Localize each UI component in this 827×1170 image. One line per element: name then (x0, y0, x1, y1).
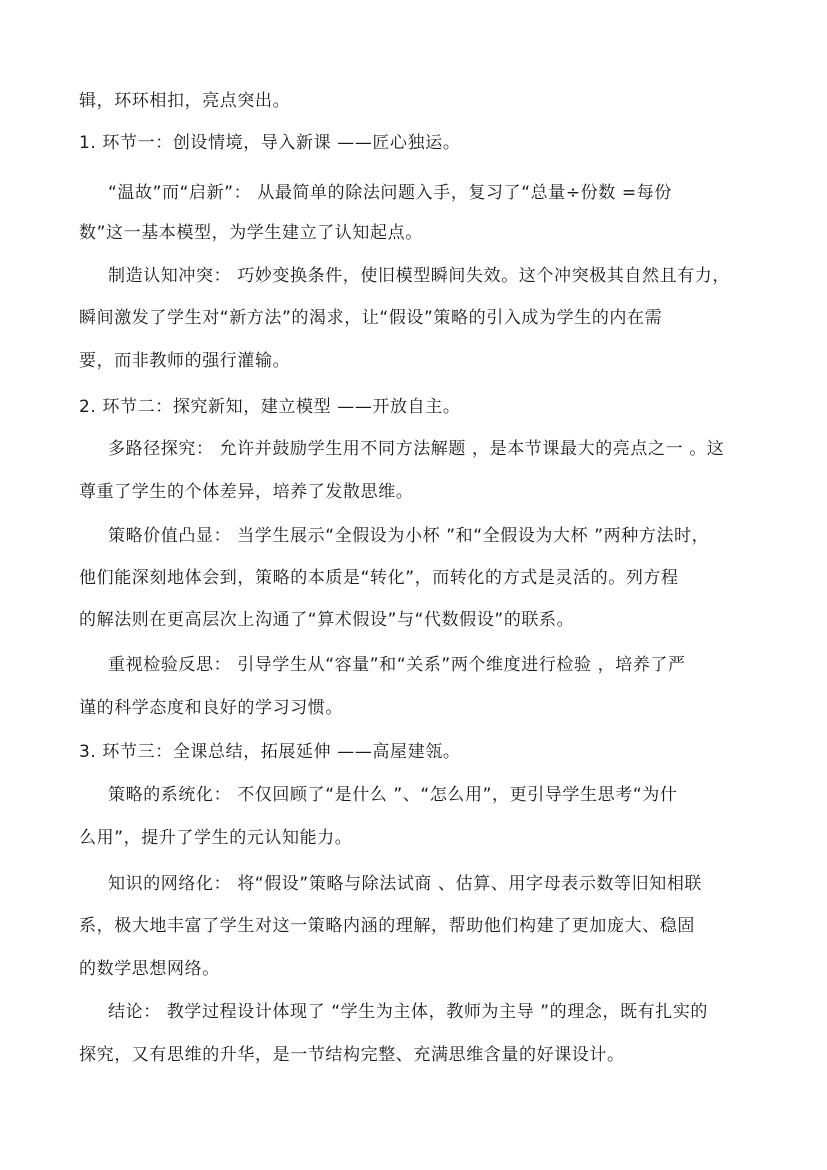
conclusion-line: 结论： 教学过程设计体现了 “学生为主体，教师为主导 ”的理念，既有扎实的 (108, 1002, 709, 1022)
text-line: 多路径探究： 允许并鼓励学生用不同方法解题 ，是本节课最大的亮点之一 。这 (108, 439, 725, 459)
section-heading-2: 2. 环节二：探究新知，建立模型 ——开放自主。 (79, 397, 461, 417)
text-line: 重视检验反思： 引导学生从“容量”和“关系”两个维度进行检验 ，培养了严 (108, 655, 686, 675)
text-line: 策略的系统化： 不仅回顾了“是什么 ”、“怎么用”，更引导学生思考“为什 (108, 785, 678, 805)
conclusion-line: 探究，又有思维的升华，是一节结构完整、充满思维含量的好课设计。 (79, 1045, 625, 1065)
text-line: 瞬间激发了学生对“新方法”的渴求，让“假设”策略的引入成为学生的内在需 (79, 308, 663, 328)
text-line: 知识的网络化： 将“假设”策略与除法试商 、估算、用字母表示数等旧知相联 (108, 874, 703, 894)
text-line: 系，极大地丰富了学生对这一策略内涵的理解，帮助他们构建了更加庞大、稳固 (79, 916, 695, 936)
section-heading-1: 1. 环节一：创设情境，导入新课 ——匠心独运。 (79, 133, 461, 153)
text-line: 制造认知冲突： 巧妙变换条件，使旧模型瞬间失效。这个冲突极其自然且有力， (108, 266, 731, 286)
text-line: 的解法则在更高层次上沟通了“算术假设”与“代数假设”的联系。 (79, 610, 575, 630)
section-heading-3: 3. 环节三：全课总结，拓展延伸 ——高屋建瓴。 (79, 742, 461, 762)
text-line: 的数学思想网络。 (79, 959, 220, 979)
text-line: 他们能深刻地体会到，策略的本质是“转化”，而转化的方式是灵活的。列方程 (79, 568, 679, 588)
text-line: 策略价值凸显： 当学生展示“全假设为小杯 ”和“全假设为大杯 ”两种方法时， (108, 526, 710, 546)
text-line: 要，而非教师的强行灌输。 (79, 351, 291, 371)
text-line: 尊重了学生的个体差异，培养了发散思维。 (79, 482, 414, 502)
text-line: 么用”，提升了学生的元认知能力。 (79, 828, 353, 848)
text-line: 谨的科学态度和良好的学习习惯。 (79, 698, 343, 718)
text-line: “温故”而“启新”： 从最简单的除法问题入手，复习了“总量÷份数 =每份 (108, 183, 672, 203)
text-line: 数”这一基本模型，为学生建立了认知起点。 (79, 223, 423, 243)
text-line: 辑，环环相扣，亮点突出。 (79, 91, 291, 111)
